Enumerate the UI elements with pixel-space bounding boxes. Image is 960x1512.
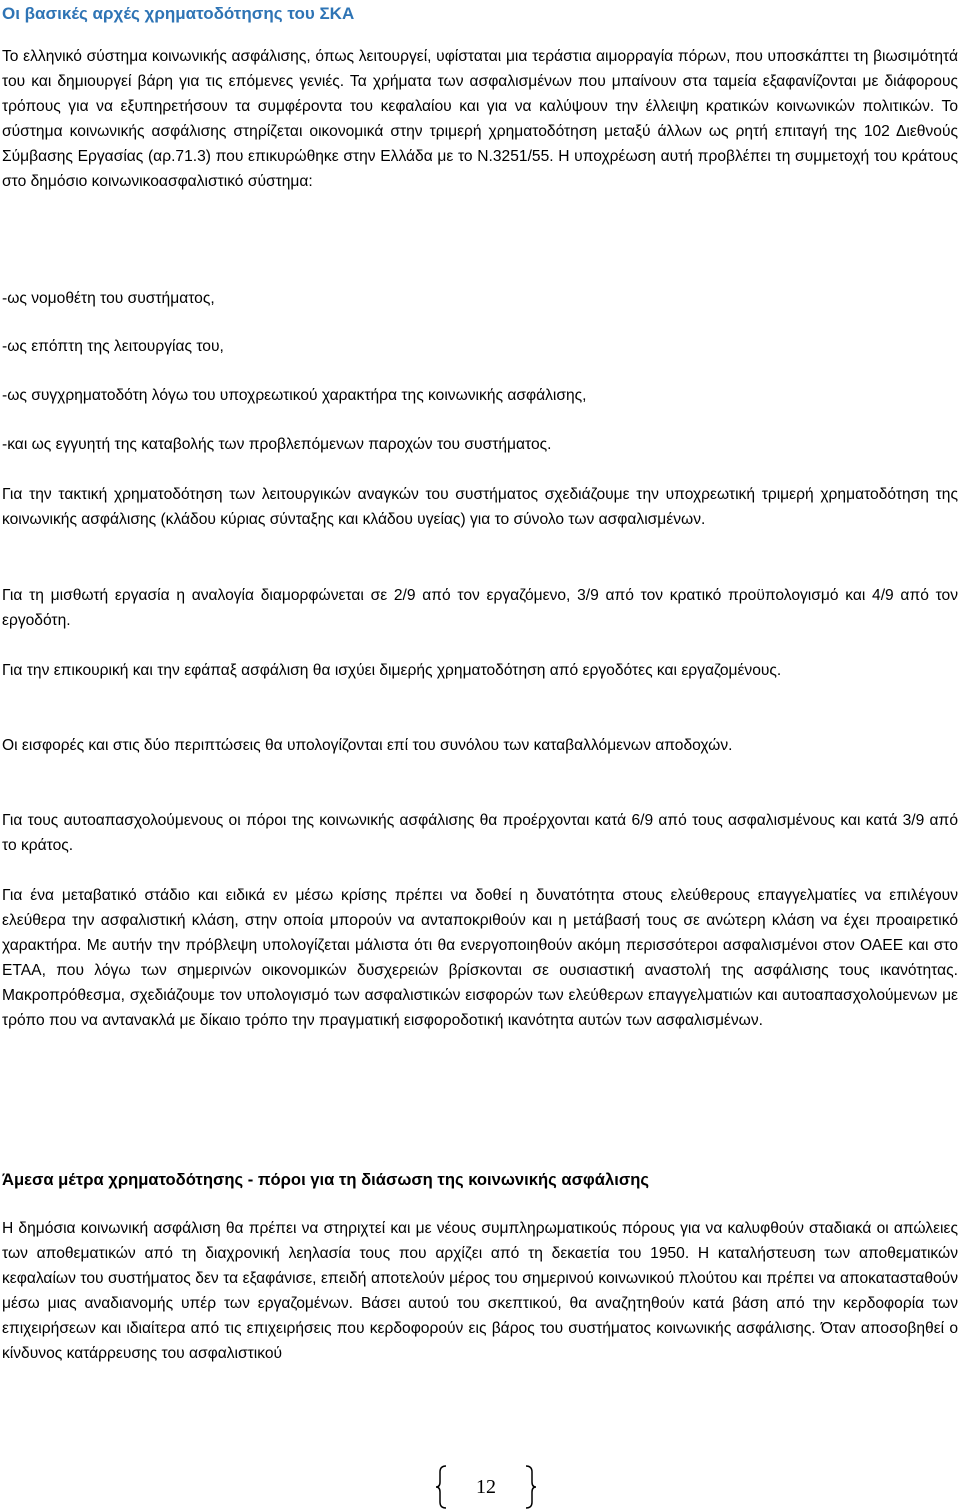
section-heading: Οι βασικές αρχές χρηματοδότησης του ΣΚΑ: [2, 4, 355, 23]
paragraph-funding-sources: Η δημόσια κοινωνική ασφάλιση θα πρέπει να στηριχτεί και με νέους συμπληρωματικούς πόρους για να καλυφθούν σταδιακά οι απώλειες των αποθεματικών από τη διαχρονική λεηλασία τους που αρχίζει από τη δεκαετία του 1950. Η καταλήστευση των αποθεματικών κεφαλαίων του συστήματος δεν τα εξαφάνισε, επειδή αποτελούν μέρος του σημερινού κοινωνικού πλούτου και πρέπει να αποκατασταθούν μέσω μιας αναδιανομής υπέρ των εργαζομένων. Βάσει αυτού του σκεπτικού, θα αναζητηθούν κατά βάση από την κερδοφορία των επιχειρήσεων και ιδιαίτερα από τις επιχειρήσεις που κερδοφορούν εις βάρος του συστήματος κοινωνικής ασφάλισης. Όταν αποσοβηθεί ο κίνδυνος κατάρρευσης του ασφαλιστικού: [2, 1220, 958, 1362]
paragraph-tripartite: Για την τακτική χρηματοδότηση των λειτουργικών αναγκών του συστήματος σχεδιάζουμε την υποχρεωτική τριμερή χρηματοδότηση της κοινωνικής ασφάλισης (κλάδου κύριας σύνταξης και κλάδου υγείας) για το σύνολο των ασφαλισμένων.: [2, 486, 958, 528]
paragraph-supplementary: Για την επικουρική και την εφάπαξ ασφάλιση θα ισχύει διμερής χρηματοδότηση από εργοδότες και εργαζομένους.: [2, 662, 782, 679]
paragraph-salaried: Για τη μισθωτή εργασία η αναλογία διαμορφώνεται σε 2/9 από τον εργαζόμενο, 3/9 από τον κρατικό προϋπολογισμό και 4/9 από τον εργοδότη.: [2, 587, 958, 629]
paragraph-transition: Για ένα μεταβατικό στάδιο και ειδικά εν μέσω κρίσης πρέπει να δοθεί η δυνατότητα στους ελεύθερους επαγγελματίες να επιλέγουν ελεύθερα την ασφαλιστική κλάση, στην οποία μπορούν να ανταποκριθούν και η μετάβασή τους σε ανώτερη κλάση να έχει προαιρετικό χαρακτήρα. Με αυτήν την πρόβλεψη υπολογίζεται μάλιστα ότι θα ενεργοποιηθούν ακόμη περισσότεροι ασφαλισμένοι στον ΟΑΕΕ και στο ΕΤΑΑ, που λόγω των σημερινών οικονομικών δυσχερειών βρίσκονται σε ουσιαστική αναστολή της ασφάλισης τους ικανότητας. Μακροπρόθεσμα, σχεδιάζουμε τον υπολογισμό των ασφαλιστικών εισφορών των ελεύθερων επαγγελματιών και αυτοαπασχολούμενων με τρόπο που να αντανακλά με δίκαιο τρόπο την πραγματική εισφοροδοτική ικανότητα αυτών των ασφαλισμένων.: [2, 887, 958, 1029]
paragraph-intro: Το ελληνικό σύστημα κοινωνικής ασφάλισης, όπως λειτουργεί, υφίσταται μια τεράστια αιμορραγία πόρων, που υποσκάπτει τη βιωσιμότητά του και δημιουργεί βάρη για τις επόμενες γενιές. Τα χρήματα των ασφαλισμένων που μπαίνουν στα ταμεία εξαφανίζονται με διάφορους τρόπους για να εξυπηρετήσουν τα συμφέροντα του κεφαλαίου και για να καλύψουν την έλλειψη κρατικών κοινωνικών πολιτικών. Το σύστημα κοινωνικής ασφάλισης στηρίζεται οικονομικά στην τριμερή χρηματοδότηση μεταξύ άλλων ως ρητή επιταγή της 102 Διεθνούς Σύμβασης Εργασίας (αρ.71.3) που επικυρώθηκε στην Ελλάδα με το Ν.3251/55. Η υποχρέωση αυτή προβλέπει τη συμμετοχή του κράτους στο δημόσιο κοινωνικοασφαλιστικό σύστημα:: [2, 48, 958, 190]
list-item-cofinancier: -ως συγχρηματοδότη λόγω του υποχρεωτικού χαρακτήρα της κοινωνικής ασφάλισης,: [2, 387, 587, 404]
paragraph-self-employed: Για τους αυτοαπασχολούμενους οι πόροι της κοινωνικής ασφάλισης θα προέρχονται κατά 6/9 από τους ασφαλισμένους και κατά 3/9 από το κράτος.: [2, 812, 958, 854]
page-number: 12: [476, 1476, 496, 1498]
section-heading-measures: Άμεσα μέτρα χρηματοδότησης - πόροι για τη διάσωση της κοινωνικής ασφάλισης: [2, 1170, 649, 1189]
list-item-legislator: -ως νομοθέτη του συστήματος,: [2, 290, 215, 307]
page-footer: [436, 1462, 536, 1512]
paragraph-contributions: Οι εισφορές και στις δύο περιπτώσεις θα υπολογίζονται επί του συνόλου των καταβαλλόμενων αποδοχών.: [2, 737, 733, 754]
list-item-guarantor: -και ως εγγυητή της καταβολής των προβλεπόμενων παροχών του συστήματος.: [2, 436, 552, 453]
list-item-supervisor: -ως επόπτη της λειτουργίας του,: [2, 338, 224, 355]
